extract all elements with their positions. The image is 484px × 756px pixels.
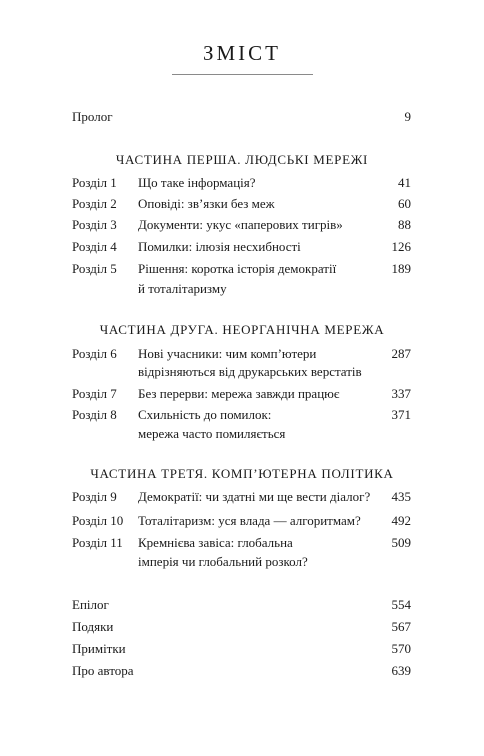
- page-title: ЗМІСТ: [202, 41, 282, 65]
- toc-entry-chapter-5-continued: [72, 278, 411, 299]
- chapter-page: 435: [391, 489, 411, 504]
- entry-title: Пролог: [72, 109, 113, 124]
- chapter-title: Документи: укус «паперових тигрів»: [138, 217, 343, 232]
- chapter-label: Розділ 8: [72, 407, 117, 422]
- entry-page: 554: [391, 597, 411, 612]
- toc-entry-chapter-9[interactable]: [72, 486, 411, 507]
- toc-entry-epilogue[interactable]: [72, 594, 411, 615]
- entry-page: 9: [404, 109, 411, 124]
- chapter-page: 337: [391, 386, 411, 401]
- chapter-title: Демократії: чи здатні ми ще вести діалог?: [138, 489, 371, 504]
- toc-entry-chapter-7[interactable]: [72, 383, 411, 404]
- chapter-title-line-2: імперія чи глобальний розкол?: [138, 554, 308, 569]
- chapter-title: Нові учасники: чим комп’ютери: [138, 346, 317, 361]
- chapter-page: 41: [398, 175, 411, 190]
- part-heading-2: ЧАСТИНА ДРУГА. НЕОРГАНІЧНА МЕРЕЖА: [99, 322, 385, 337]
- chapter-label: Розділ 5: [72, 261, 117, 276]
- chapter-title: Кремнієва завіса: глобальна: [138, 535, 293, 550]
- toc-entry-about-author[interactable]: [72, 660, 411, 681]
- toc-entry-chapter-1[interactable]: [72, 172, 411, 193]
- toc-entry-chapter-3[interactable]: [72, 214, 411, 235]
- chapter-title-line-2: відрізняються від друкарських верстатів: [138, 364, 362, 379]
- toc-entry-chapter-5[interactable]: [72, 258, 411, 279]
- chapter-title: Що таке інформація?: [138, 175, 256, 190]
- entry-title: Про автора: [72, 663, 134, 678]
- entry-page: 639: [391, 663, 411, 678]
- toc-entry-chapter-11-continued: [72, 551, 411, 572]
- chapter-label: Розділ 6: [72, 346, 117, 361]
- chapter-page: 492: [391, 513, 411, 528]
- title-divider: [172, 74, 313, 75]
- chapter-page: 126: [391, 239, 411, 254]
- chapter-title: Схильність до помилок:: [138, 407, 272, 422]
- chapter-page: 509: [391, 535, 411, 550]
- chapter-title-line-2: й тоталітаризму: [138, 281, 227, 296]
- entry-title: Епілог: [72, 597, 109, 612]
- chapter-page: 287: [391, 346, 411, 361]
- toc-entry-chapter-10[interactable]: [72, 510, 411, 531]
- chapter-page: 189: [391, 261, 411, 276]
- chapter-page: 371: [391, 407, 411, 422]
- chapter-title: Оповіді: зв’язки без меж: [138, 196, 275, 211]
- chapter-page: 60: [398, 196, 411, 211]
- entry-page: 570: [391, 641, 411, 656]
- toc-entry-chapter-8[interactable]: [72, 404, 411, 425]
- chapter-label: Розділ 4: [72, 239, 117, 254]
- toc-entry-chapter-8-continued: [72, 423, 411, 444]
- toc-entry-notes[interactable]: [72, 638, 411, 659]
- chapter-title-line-2: мережа часто помиляється: [138, 426, 286, 441]
- chapter-title: Помилки: ілюзія несхибності: [138, 239, 301, 254]
- chapter-title: Тоталітаризм: уся влада — алгоритмам?: [138, 513, 361, 528]
- toc-entry-chapter-4[interactable]: [72, 236, 411, 257]
- toc-entry-chapter-11[interactable]: [72, 532, 411, 553]
- toc-entry-acknowledgements[interactable]: [72, 616, 411, 637]
- toc-entry-chapter-6-continued: [72, 361, 411, 382]
- chapter-label: Розділ 1: [72, 175, 117, 190]
- part-heading-1: ЧАСТИНА ПЕРША. ЛЮДСЬКІ МЕРЕЖІ: [115, 152, 369, 167]
- chapter-label: Розділ 7: [72, 386, 117, 401]
- entry-title: Подяки: [72, 619, 114, 634]
- entry-title: Примітки: [72, 641, 126, 656]
- chapter-label: Розділ 11: [72, 535, 123, 550]
- toc-entry-prologue[interactable]: [72, 106, 411, 127]
- part-heading-3: ЧАСТИНА ТРЕТЯ. КОМП’ЮТЕРНА ПОЛІТИКА: [90, 466, 394, 481]
- entry-page: 567: [391, 619, 411, 634]
- chapter-title: Без перерви: мережа завжди працює: [138, 386, 340, 401]
- chapter-page: 88: [398, 217, 411, 232]
- chapter-label: Розділ 3: [72, 217, 117, 232]
- chapter-label: Розділ 10: [72, 513, 124, 528]
- chapter-label: Розділ 2: [72, 196, 117, 211]
- chapter-label: Розділ 9: [72, 489, 117, 504]
- chapter-title: Рішення: коротка історія демократії: [138, 261, 337, 276]
- toc-entry-chapter-2[interactable]: [72, 193, 411, 214]
